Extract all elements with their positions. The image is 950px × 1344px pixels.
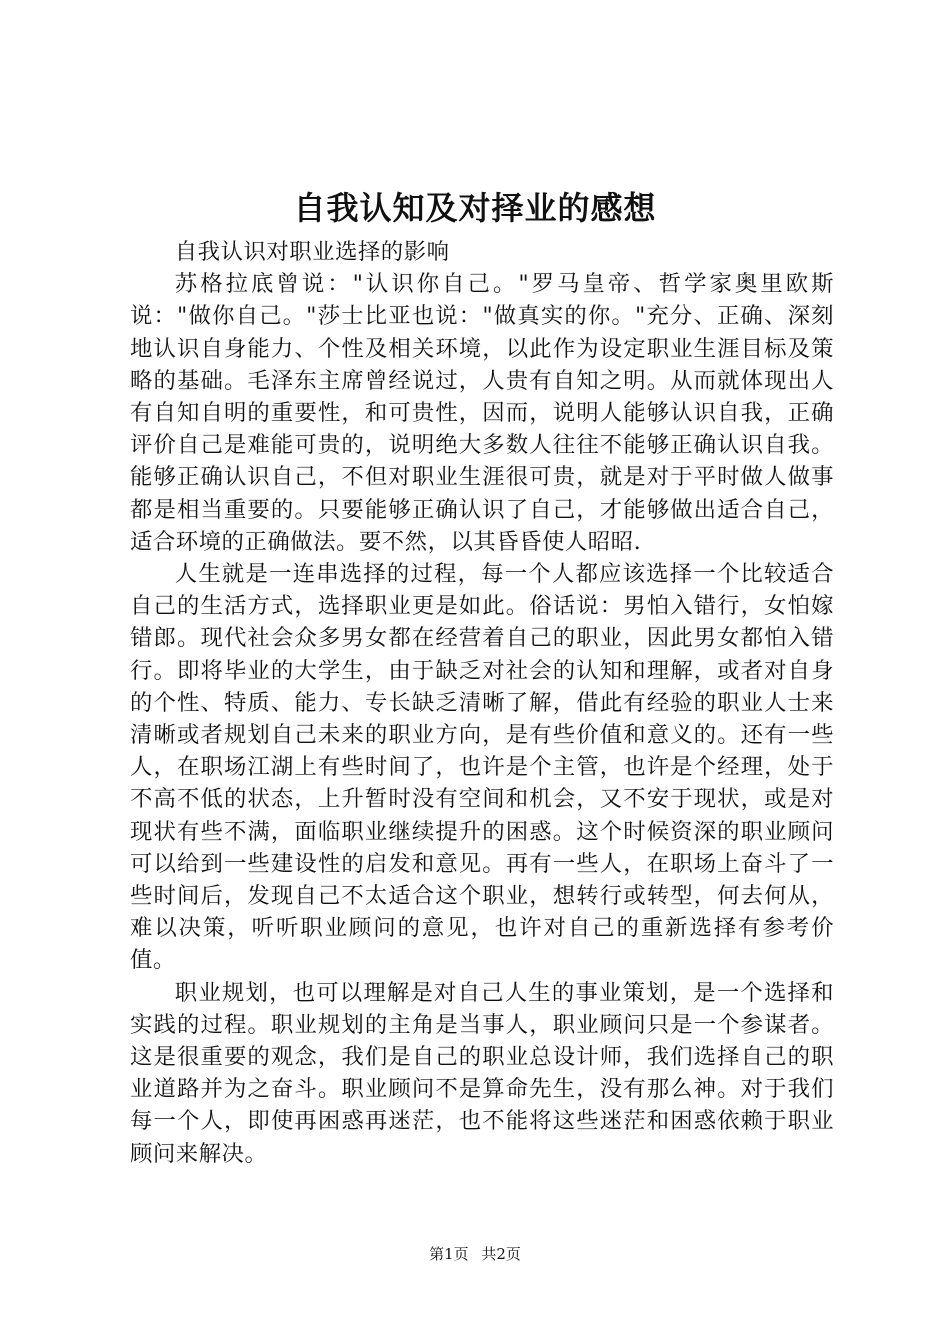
paragraph-subtitle: 自我认识对职业选择的影响 [174, 239, 450, 265]
paragraph: 苏格拉底曾说："认识你自己。"罗马皇帝、哲学家奥里欧斯说："做你自己。"莎士比亚也说："做真实的你。"充分、正确、深刻地认识自身能力、个性及相关环境，以此作为设定职业生涯目标及策略的基础。毛泽东主席曾经说过，人贵有自知之明。从而就体现出人有自知自明的重要性，和可贵性，因而，说明人能够认识自我，正确评价自己是难能可贵的，说明绝大多数人往往不能够正确认识自我。能够正确认识自己，不但对职业生涯很可贵，就是对于平时做人做事都是相当重要的。只要能够正确认识了自己，才能够做出适合自己，适合环境的正确做法。要不然，以其昏昏使人昭昭. [130, 271, 834, 555]
page-number: 第1页 [429, 1245, 469, 1263]
page-title: 自我认知及对择业的感想 [293, 189, 657, 227]
paragraph: 职业规划，也可以理解是对自己人生的事业策划，是一个选择和实践的过程。职业规划的主角是当事人，职业顾问只是一个参谋者。这是很重要的观念，我们是自己的职业总设计师，我们选择自己的职业道路并为之奋斗。职业顾问不是算命先生，没有那么神。对于我们每一个人，即使再困惑再迷茫，也不能将这些迷茫和困惑依赖于职业顾问来解决。 [130, 979, 834, 1167]
page-total: 共2页 [481, 1245, 521, 1263]
paragraph: 人生就是一连串选择的过程，每一个人都应该选择一个比较适合自己的生活方式，选择职业更是如此。俗话说：男怕入错行，女怕嫁错郎。现代社会众多男女都在经营着自己的职业，因此男女都怕入错行。即将毕业的大学生，由于缺乏对社会的认知和理解，或者对自身的个性、特质、能力、专长缺乏清晰了解，借此有经验的职业人士来清晰或者规划自己未来的职业方向，是有些价值和意义的。还有一些人，在职场江湖上有些时间了，也许是个主管，也许是个经理，处于不高不低的状态，上升暂时没有空间和机会，又不安于现状，或是对现状有些不满，面临职业继续提升的困惑。这个时候资深的职业顾问可以给到一些建设性的启发和意见。再有一些人，在职场上奋斗了一些时间后，发现自己不太适合这个职业，想转行或转型，何去何从，难以决策，听听职业顾问的意见，也许对自己的重新选择有参考价值。 [130, 561, 834, 974]
document-body [130, 236, 834, 1170]
page-footer [0, 1244, 950, 1264]
